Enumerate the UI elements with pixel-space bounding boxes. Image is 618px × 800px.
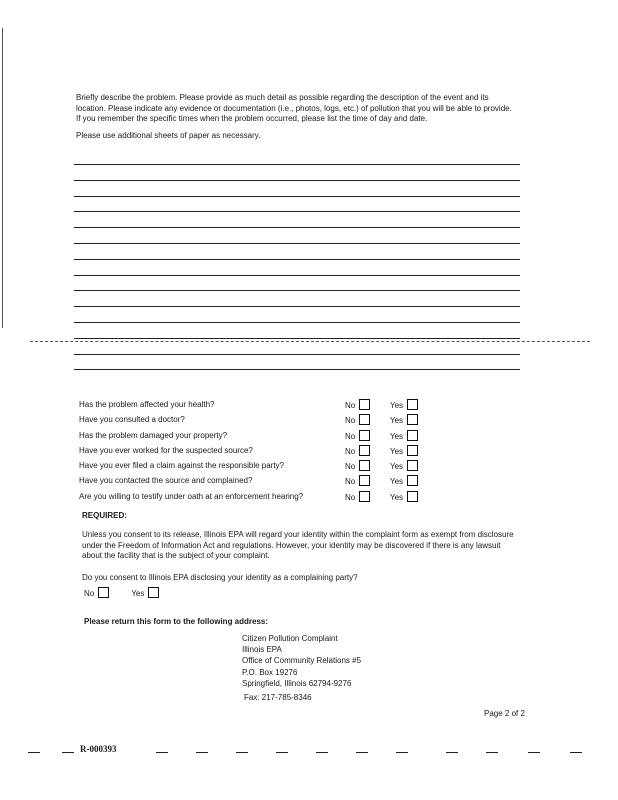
no-label: No [345,446,356,456]
writing-line[interactable] [74,180,520,181]
question-row [79,491,519,506]
yes-checkbox[interactable] [407,445,418,456]
questions-list [79,399,519,506]
consent-notice: Unless you consent to its release, Illinois EPA will regard your identity within the complaint form as exempt from disclosure under the Freedom of Information Act and regulations. However, your identity may be discovered if there is any lawsuit about the facility that is the subject of your complaint. [82,530,514,560]
question-text: Have you consulted a doctor? [79,415,185,425]
writing-line[interactable] [74,369,520,370]
yes-checkbox[interactable] [407,399,418,410]
description-lines[interactable] [74,164,520,385]
required-heading: REQUIRED: [82,511,127,520]
writing-line[interactable] [74,243,520,244]
no-checkbox[interactable] [359,475,370,486]
writing-line[interactable] [74,259,520,260]
no-checkbox[interactable] [359,491,370,502]
address-line: Illinois EPA [242,645,282,655]
question-row [79,475,519,490]
writing-line[interactable] [74,290,520,291]
dash [28,752,40,753]
yes-label: Yes [390,477,404,487]
problem-instructions [76,93,516,141]
dash [528,752,540,753]
additional-sheets-note: Please use additional sheets of paper as necessary. [76,130,261,140]
address-line: Citizen Pollution Complaint [242,634,338,643]
dash [196,752,208,753]
writing-line[interactable] [74,211,520,212]
consent-options [84,587,179,598]
no-label: No [345,462,356,472]
question-text: Have you ever worked for the suspected source? [79,445,253,455]
yes-label: Yes [390,431,404,441]
bottom-dash-line [28,752,608,753]
no-label: No [345,416,356,426]
no-label: No [345,477,356,487]
no-checkbox[interactable] [359,430,370,441]
consent-no-checkbox[interactable] [98,587,109,598]
yes-checkbox[interactable] [407,491,418,502]
no-label: No [345,401,356,410]
page-number: Page 2 of 2 [484,709,525,718]
writing-line[interactable] [74,354,520,355]
yes-label: Yes [390,462,404,472]
mailing-address [242,633,361,689]
no-checkbox[interactable] [359,460,370,471]
question-text: Has the problem affected your health? [79,400,215,409]
no-checkbox[interactable] [359,414,370,425]
writing-line[interactable] [74,227,520,228]
writing-line[interactable] [74,196,520,197]
question-text: Have you ever filed a claim against the responsible party? [79,461,284,471]
question-row [79,414,519,429]
fax-number: Fax: 217-785-8346 [244,693,312,702]
question-text: Have you contacted the source and complained? [79,476,253,486]
question-row [79,445,519,460]
scan-fold-line [30,341,590,343]
yes-label: Yes [390,492,404,502]
dash [356,752,368,753]
yes-label: Yes [390,416,404,426]
dash [276,752,288,753]
dash [486,752,498,753]
instructions-paragraph: Briefly describe the problem. Please provide as much detail as possible regarding the description of the event and its location. Please indicate any evidence or documentation (i.e., photos, logs, etc.) of pollution that you will be able to provide. If you remember the specific times when the problem occurred, please list the time of day and date. [76,93,512,123]
yes-label: Yes [390,401,404,410]
question-row [79,430,519,445]
writing-line[interactable] [74,164,520,165]
question-row [79,460,519,475]
no-checkbox[interactable] [359,445,370,456]
yes-checkbox[interactable] [407,430,418,441]
dash [446,752,458,753]
question-row [79,399,519,414]
dash [396,752,408,753]
writing-line[interactable] [74,338,520,339]
dash [156,752,168,753]
no-checkbox[interactable] [359,399,370,410]
address-line: Office of Community Relations #5 [242,656,362,666]
yes-checkbox[interactable] [407,414,418,425]
yes-checkbox[interactable] [407,460,418,471]
question-text: Has the problem damaged your property? [79,430,228,440]
consent-yes-label: Yes [131,589,145,598]
dash [316,752,328,753]
yes-label: Yes [390,446,404,456]
address-line: P.O. Box 19276 [242,667,298,677]
bates-number: R-000393 [80,744,117,754]
no-label: No [345,492,356,502]
consent-no-label: No [84,589,95,598]
no-label: No [345,431,356,441]
address-line: Springfield, Illinois 62794-9276 [242,678,352,688]
return-heading: Please return this form to the following address: [84,617,269,626]
consent-question: Do you consent to Illinois EPA disclosing your identity as a complaining party? [82,573,358,582]
question-text: Are you willing to testify under oath at an enforcement hearing? [79,491,304,501]
writing-line[interactable] [74,322,520,323]
dash [236,752,248,753]
writing-line[interactable] [74,275,520,276]
writing-line[interactable] [74,306,520,307]
dash [570,752,582,753]
consent-yes-checkbox[interactable] [148,587,159,598]
dash [62,752,74,753]
yes-checkbox[interactable] [407,475,418,486]
scan-edge-line [2,28,3,328]
